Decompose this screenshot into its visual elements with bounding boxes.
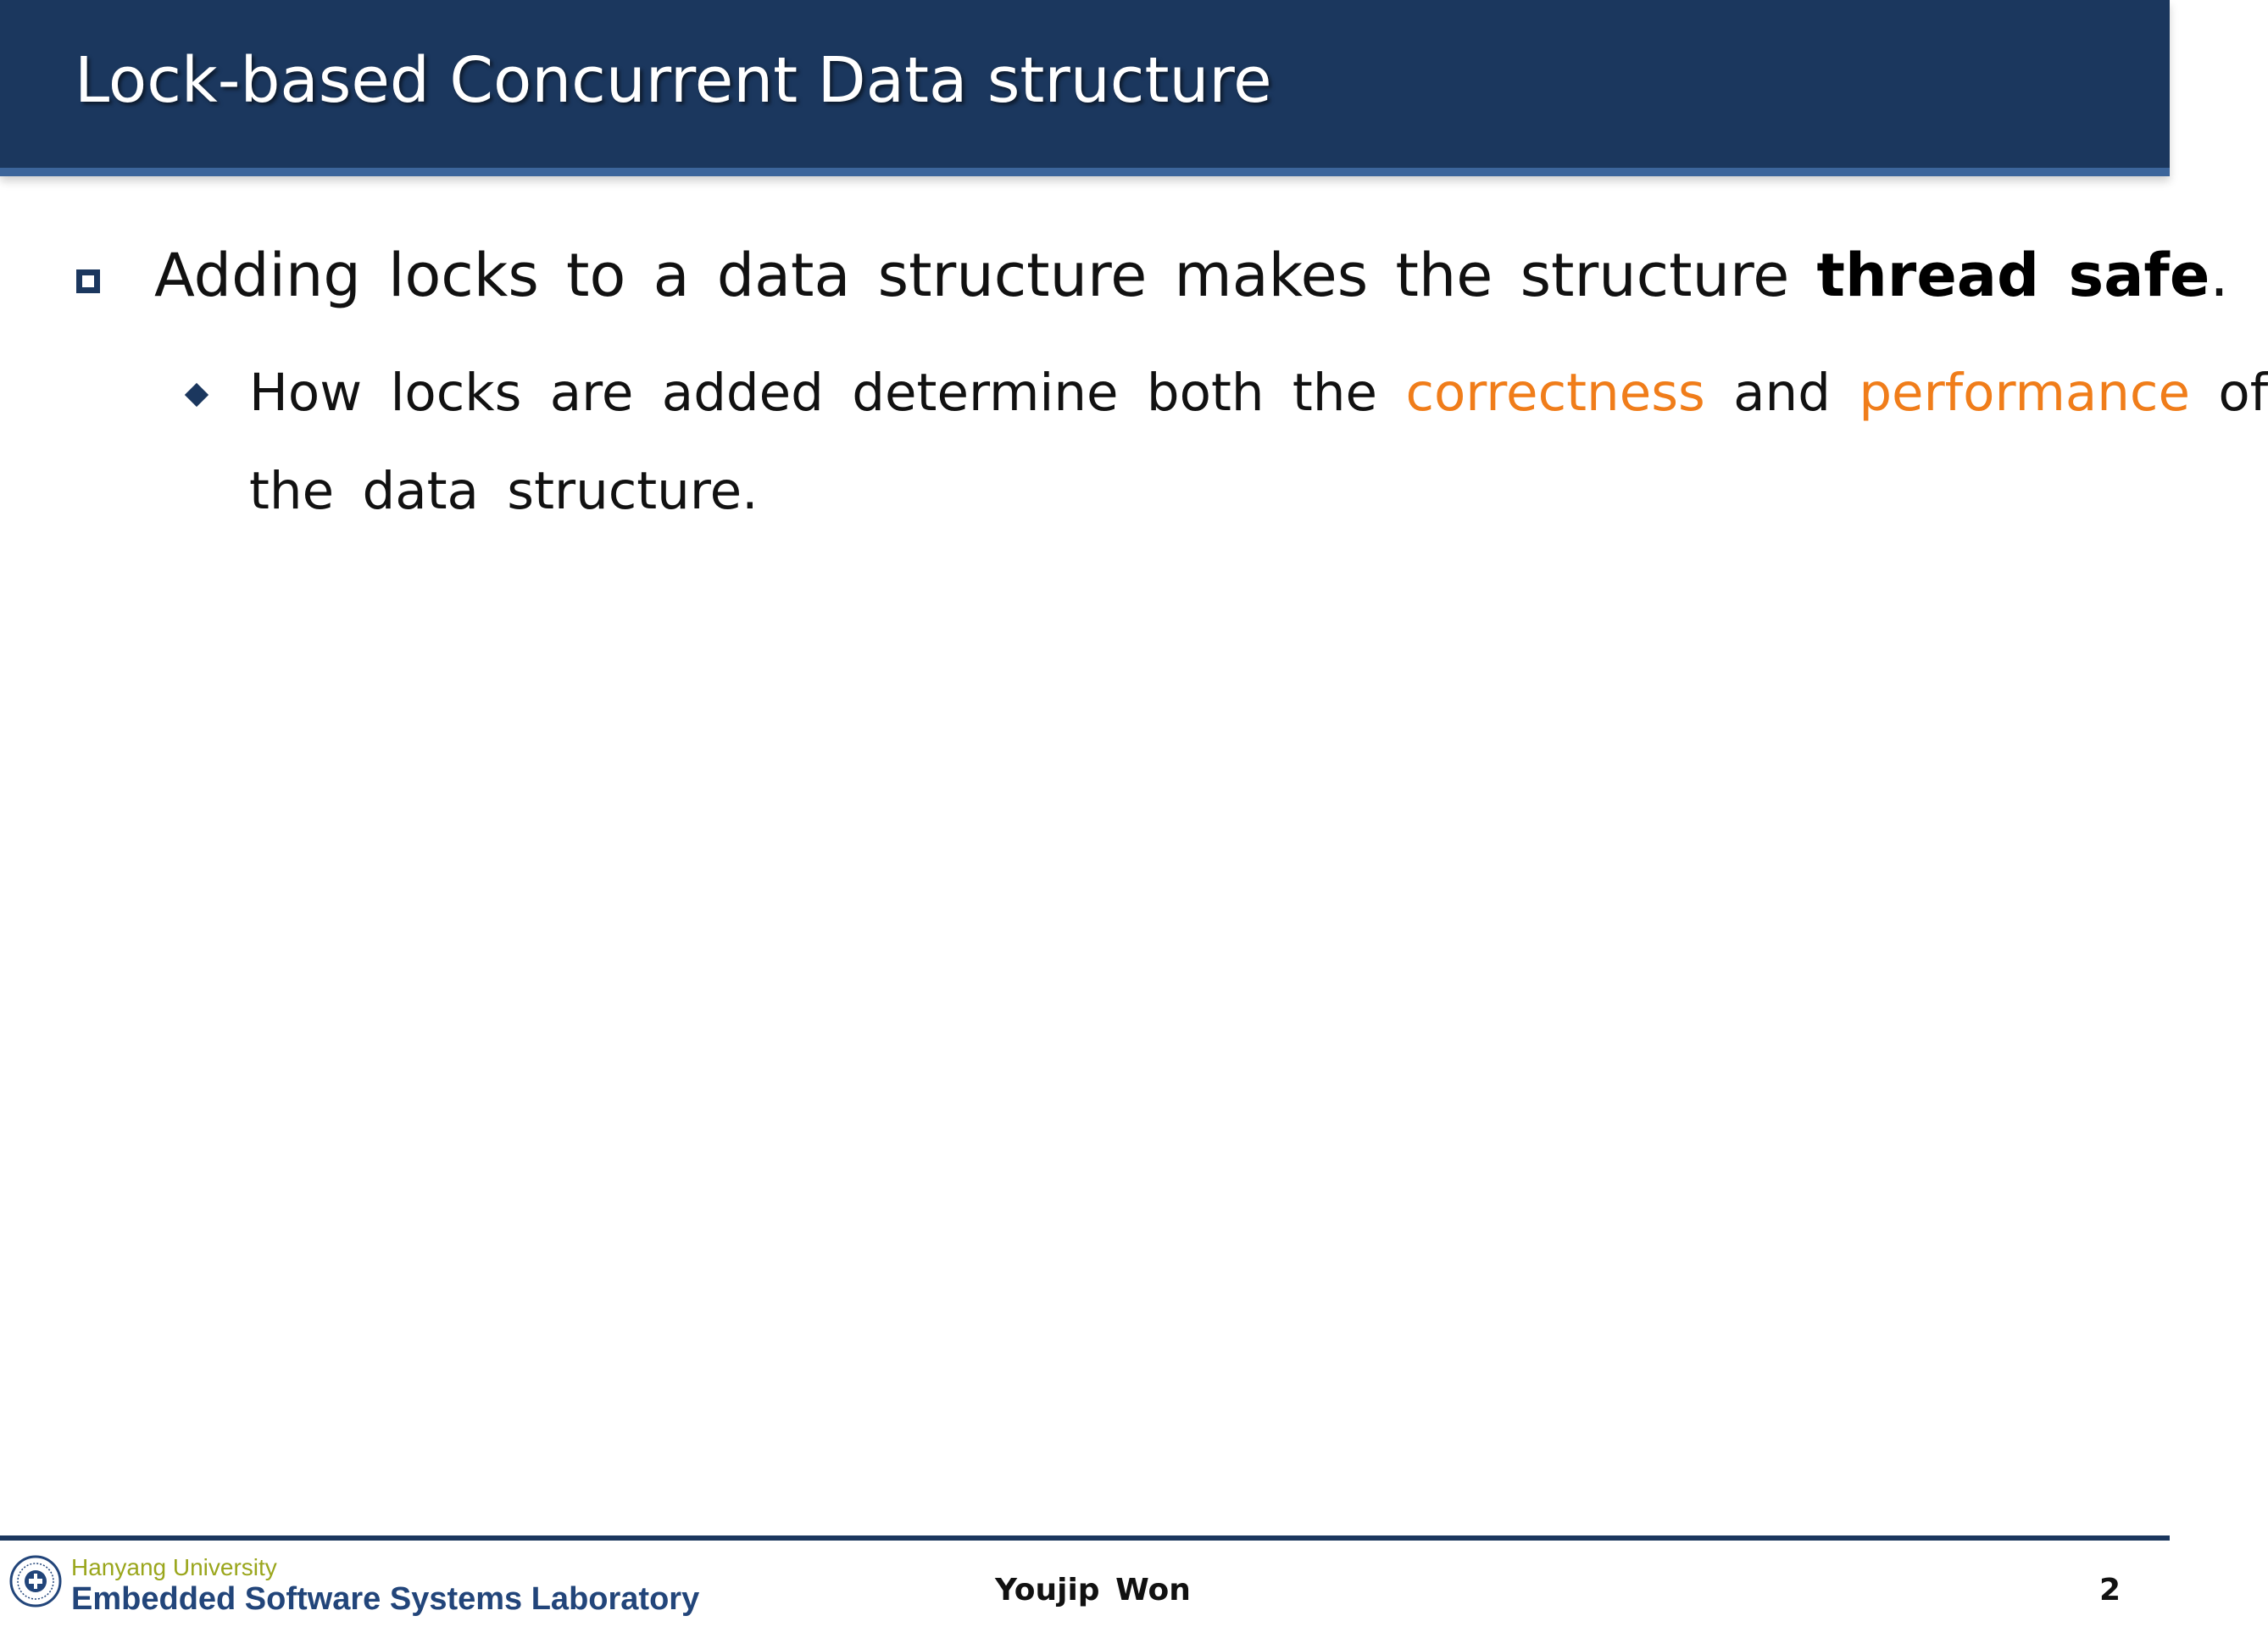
highlight-correctness: correctness <box>1405 363 1705 423</box>
bullet-level2-part1: How locks are added determine both the <box>249 363 1406 423</box>
bullet-level1-text: Adding locks to a data structure makes the structure <box>154 241 1817 310</box>
bullet-level2-line1 <box>249 363 2268 423</box>
bullet-level1 <box>154 241 2229 310</box>
page-number: 2 <box>2098 1573 2121 1608</box>
bullet-level2-part2: and <box>1704 363 1859 423</box>
bullet-level2-line2: the data structure. <box>249 461 759 521</box>
hollow-square-bullet-icon <box>76 269 100 293</box>
bullet-level2-part3: of <box>2190 363 2268 423</box>
slide-title: Lock-based Concurrent Data structure <box>75 44 1272 117</box>
bullet-level1-end: . <box>2210 241 2229 310</box>
title-bar <box>0 0 2170 176</box>
diamond-bullet-icon <box>185 383 208 407</box>
lab-name: Embedded Software Systems Laboratory <box>71 1581 700 1617</box>
footer-divider <box>0 1535 2170 1541</box>
university-seal-icon <box>8 1554 63 1608</box>
bullet-level1-emphasis: thread safe <box>1816 241 2210 310</box>
author-name: Youjip Won <box>995 1573 1191 1608</box>
university-name: Hanyang University <box>71 1554 277 1580</box>
highlight-performance: performance <box>1859 363 2190 423</box>
